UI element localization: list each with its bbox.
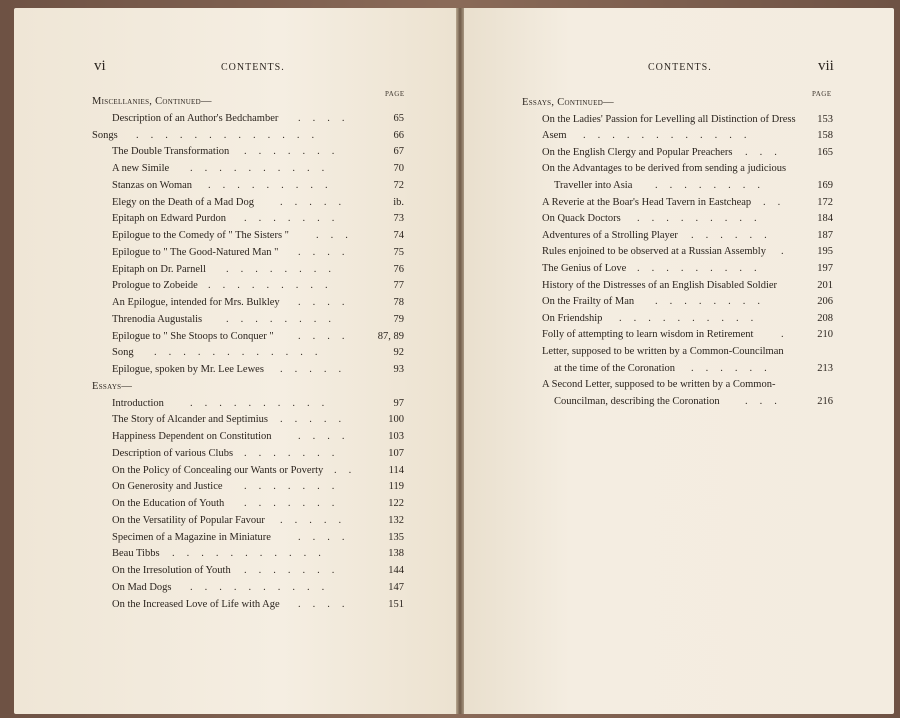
toc-entry-title: On Generosity and Justice xyxy=(112,481,223,493)
toc-entry-title: On the Policy of Concealing our Wants or Poverty xyxy=(112,464,324,476)
dot-leader: ........... xyxy=(172,548,333,560)
toc-entry-page: 158 xyxy=(817,130,833,142)
toc-entry-page: 107 xyxy=(388,447,404,459)
toc-entry xyxy=(0,147,900,163)
toc-entry xyxy=(0,465,900,481)
dot-leader: ........ xyxy=(655,296,772,308)
toc-entry xyxy=(0,414,900,430)
toc-entry xyxy=(0,197,900,213)
dot-leader: ..... xyxy=(280,514,354,526)
toc-entry-title: On the Versatility of Popular Favour xyxy=(112,514,265,526)
toc-entry-page: 187 xyxy=(817,229,833,241)
toc-entry-title: Essays— xyxy=(92,380,133,392)
toc-entry-page: 135 xyxy=(388,531,404,543)
toc-entry xyxy=(0,313,900,329)
toc-entry xyxy=(0,599,900,615)
dot-leader: ... xyxy=(316,230,360,241)
toc-entry-page: 201 xyxy=(817,279,833,291)
dot-leader: ......... xyxy=(637,263,769,274)
toc-entry-page: 100 xyxy=(388,414,404,426)
toc-entry-page: 172 xyxy=(817,196,833,208)
toc-entry-title: Songs xyxy=(92,129,118,141)
toc-entry-title: at the time of the Coronation xyxy=(554,362,676,374)
toc-entry-page: 67 xyxy=(393,146,404,158)
dot-leader: ... xyxy=(745,395,789,407)
toc-entry-title: Miscellanies, Continued— xyxy=(92,96,212,107)
toc-entry-title: Rules enjoined to be observed at a Russian Assembly xyxy=(542,246,766,258)
toc-entry-title: On the Irresolution of Youth xyxy=(112,565,231,576)
dot-leader: .......... xyxy=(190,581,337,593)
toc-entry xyxy=(0,130,900,146)
toc-entry-title: The Genius of Love xyxy=(542,263,627,274)
toc-entry-page: 153 xyxy=(817,113,833,125)
dot-leader: .... xyxy=(298,531,357,543)
dot-leader: ....... xyxy=(244,481,347,493)
toc-entry-page: 87, 89 xyxy=(377,330,404,342)
toc-entry-title: Folly of attempting to learn wisdom in Retirement xyxy=(542,329,754,341)
toc-entry-title: Elegy on the Death of a Mad Dog xyxy=(112,196,255,208)
toc-entry-page: 213 xyxy=(817,362,833,374)
toc-entry-title: Traveller into Asia xyxy=(554,180,633,191)
toc-entry-title: Happiness Dependent on Constitution xyxy=(112,431,272,442)
dot-leader: .... xyxy=(298,431,357,442)
toc-entry xyxy=(0,363,900,379)
toc-entry-page: 147 xyxy=(388,581,404,593)
right-page-column-label: PAGE xyxy=(812,90,832,98)
dot-leader: ........ xyxy=(226,313,343,325)
toc-entry-title: On the Frailty of Man xyxy=(542,296,635,308)
toc-entry-page: 92 xyxy=(393,347,404,359)
toc-entry-title: On Mad Dogs xyxy=(112,581,172,593)
dot-leader: ........ xyxy=(226,263,343,275)
toc-entry-title: Adventures of a Strolling Player xyxy=(542,229,678,241)
dot-leader: .. xyxy=(763,196,793,208)
toc-entry xyxy=(0,180,900,196)
toc-entry-page: 197 xyxy=(817,263,833,274)
toc-entry-title: On the Advantages to be derived from sending a judicious xyxy=(542,163,787,175)
toc-entry-page: 70 xyxy=(393,163,404,174)
left-folio: vi xyxy=(94,58,106,74)
toc-entry-page: ib. xyxy=(393,196,404,208)
toc-entry-title: History of the Distresses of an English Disabled Soldier xyxy=(542,279,778,291)
toc-entry-page: 195 xyxy=(817,246,833,258)
toc-entry-title: On the Education of Youth xyxy=(112,498,225,509)
dot-leader: .......... xyxy=(190,163,337,174)
toc-entry-title: A Reverie at the Boar's Head Tavern in Eastcheap xyxy=(542,196,752,208)
toc-entry xyxy=(0,346,900,362)
dot-leader: . xyxy=(781,246,796,258)
toc-entry-title: An Epilogue, intended for Mrs. Bulkley xyxy=(112,297,280,308)
toc-entry-page: 72 xyxy=(393,179,404,191)
dot-leader: ............. xyxy=(136,129,327,141)
toc-entry-page: 206 xyxy=(817,296,833,308)
toc-entry xyxy=(0,379,900,395)
dot-leader: ...... xyxy=(691,362,779,374)
toc-entry xyxy=(0,548,900,564)
dot-leader: ......... xyxy=(208,280,340,292)
dot-leader: .... xyxy=(298,246,357,258)
toc-entry xyxy=(0,582,900,598)
toc-entry-page: 169 xyxy=(817,180,833,191)
toc-entry-title: On the Increased Love of Life with Age xyxy=(112,598,280,610)
toc-entry xyxy=(0,532,900,548)
toc-entry-page: 210 xyxy=(817,329,833,341)
toc-entry-page: 93 xyxy=(393,364,404,375)
toc-entry-title: Epilogue to " The Good-Natured Man " xyxy=(112,246,279,258)
toc-entry-page: 75 xyxy=(393,246,404,258)
toc-entry-title: Prologue to Zobeide xyxy=(112,280,198,292)
toc-entry-page: 65 xyxy=(393,112,404,124)
toc-entry xyxy=(0,114,900,130)
toc-entry-title: Epilogue to the Comedy of " The Sisters " xyxy=(112,230,289,241)
toc-entry xyxy=(0,565,900,581)
dot-leader: .. xyxy=(334,464,364,476)
left-page-column-label: PAGE xyxy=(385,90,405,98)
right-folio: vii xyxy=(818,58,834,74)
toc-entry xyxy=(0,431,900,447)
toc-entry-page: 119 xyxy=(388,481,404,493)
toc-entry-page: 208 xyxy=(817,312,833,324)
toc-entry-page: 76 xyxy=(393,263,404,275)
toc-entry-title: Epilogue, spoken by Mr. Lee Lewes xyxy=(112,364,264,375)
toc-entry-title: A Second Letter, supposed to be written by a Common- xyxy=(542,379,776,391)
dot-leader: ..... xyxy=(280,414,354,426)
dot-leader: ........ xyxy=(655,180,772,191)
dot-leader: .... xyxy=(298,598,357,610)
dot-leader: ......... xyxy=(208,179,340,191)
toc-entry-page: 79 xyxy=(393,313,404,325)
toc-entry-page: 78 xyxy=(393,297,404,308)
dot-leader: ... xyxy=(745,146,789,158)
toc-entry-page: 66 xyxy=(393,129,404,141)
toc-entry xyxy=(0,329,900,345)
dot-leader: .... xyxy=(298,112,357,124)
dot-leader: .... xyxy=(298,297,357,308)
toc-entry-page: 216 xyxy=(817,395,833,407)
toc-entry-title: Epitaph on Dr. Parnell xyxy=(112,263,206,275)
dot-leader: . xyxy=(781,329,796,341)
toc-entry-page: 184 xyxy=(817,213,833,225)
toc-entry-page: 97 xyxy=(393,397,404,409)
toc-entry-page: 114 xyxy=(388,464,404,476)
toc-entry-title: On the Ladies' Passion for Levelling all Distinction of Dress xyxy=(542,113,796,125)
toc-entry-title: Councilman, describing the Coronation xyxy=(554,395,720,407)
dot-leader: ...... xyxy=(691,229,779,241)
toc-entry xyxy=(0,296,900,312)
dot-leader: ..... xyxy=(280,196,354,208)
toc-entry-page: 122 xyxy=(388,498,404,509)
dot-leader: ....... xyxy=(244,146,347,158)
dot-leader: .... xyxy=(298,330,357,342)
toc-entry-title: Specimen of a Magazine in Miniature xyxy=(112,531,271,543)
toc-entry xyxy=(0,163,900,179)
dot-leader: .......... xyxy=(190,397,337,409)
toc-entry-title: Letter, supposed to be written by a Common-Councilman xyxy=(542,346,784,357)
toc-entry xyxy=(0,230,900,246)
toc-entry-title: Asem xyxy=(542,130,567,142)
toc-entry xyxy=(0,213,900,229)
toc-entry-page: 151 xyxy=(388,598,404,610)
toc-entry-title: A new Simile xyxy=(112,163,170,174)
toc-entry xyxy=(0,246,900,262)
toc-entry xyxy=(0,97,900,113)
dot-leader: ............ xyxy=(154,347,330,359)
toc-entry xyxy=(0,280,900,296)
toc-entry-title: On Quack Doctors xyxy=(542,213,621,225)
toc-entry-title: The Double Transformation xyxy=(112,146,230,158)
toc-entry-title: On Friendship xyxy=(542,312,603,324)
toc-entry-page: 73 xyxy=(393,213,404,225)
toc-entry xyxy=(0,448,900,464)
dot-leader: ....... xyxy=(244,447,347,459)
toc-entry-title: Description of an Author's Bedchamber xyxy=(112,112,279,124)
toc-entry-title: Song xyxy=(112,347,134,359)
left-running-head: CONTENTS. xyxy=(221,62,285,73)
toc-entry xyxy=(0,515,900,531)
toc-entry-page: 103 xyxy=(388,431,404,442)
toc-entry xyxy=(0,263,900,279)
toc-entry-title: Description of various Clubs xyxy=(112,447,234,459)
toc-entry-title: The Story of Alcander and Septimius xyxy=(112,414,269,426)
dot-leader: ............ xyxy=(583,130,759,142)
toc-entry-title: Introduction xyxy=(112,397,164,409)
toc-entry-title: Epitaph on Edward Purdon xyxy=(112,213,227,225)
toc-entry-page: 144 xyxy=(388,565,404,576)
dot-leader: ....... xyxy=(244,565,347,576)
toc-entry-title: On the English Clergy and Popular Preachers xyxy=(542,146,733,158)
toc-entry xyxy=(0,396,900,412)
toc-entry-title: Threnodia Augustalis xyxy=(112,313,203,325)
toc-entry xyxy=(0,498,900,514)
right-running-head: CONTENTS. xyxy=(648,62,712,73)
toc-entry-page: 74 xyxy=(393,230,404,241)
toc-entry-title: Essays, Continued— xyxy=(522,97,614,108)
dot-leader: ....... xyxy=(244,213,347,225)
dot-leader: ....... xyxy=(244,498,347,509)
toc-entry-page: 77 xyxy=(393,280,404,292)
dot-leader: ..... xyxy=(280,364,354,375)
toc-entry xyxy=(0,481,900,497)
toc-entry-page: 132 xyxy=(388,514,404,526)
toc-entry-page: 138 xyxy=(388,548,404,560)
toc-entry-title: Epilogue to " She Stoops to Conquer " xyxy=(112,330,274,342)
toc-entry-title: Beau Tibbs xyxy=(112,548,160,560)
dot-leader: ......... xyxy=(637,213,769,225)
dot-leader: .......... xyxy=(619,312,766,324)
toc-entry-page: 165 xyxy=(817,146,833,158)
toc-entry-title: Stanzas on Woman xyxy=(112,179,193,191)
